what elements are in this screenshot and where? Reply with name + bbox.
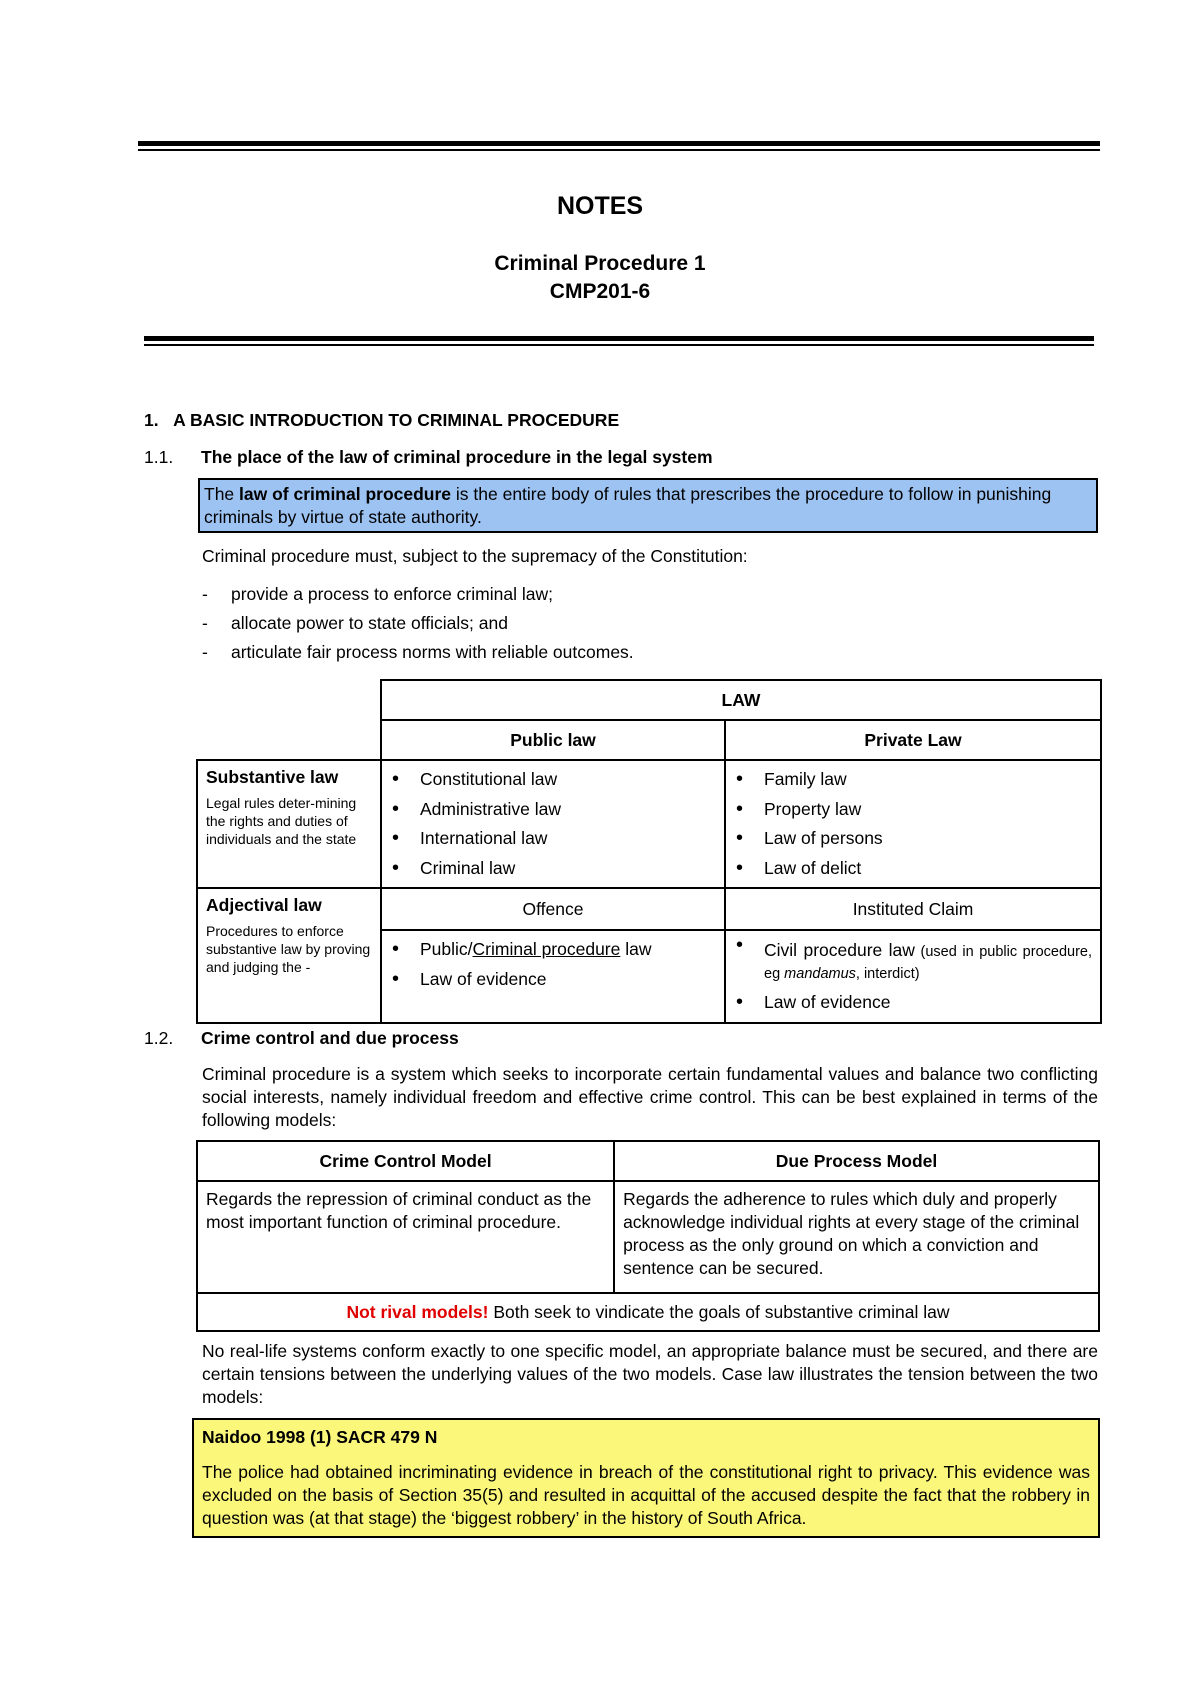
substantive-law-cell bbox=[197, 760, 381, 888]
adjectival-law-desc: Procedures to enforce substantive law by proving and judging the - bbox=[206, 923, 371, 975]
law-header: LAW bbox=[381, 680, 1101, 720]
top-double-rule bbox=[138, 141, 1100, 151]
substantive-law-title: Substantive law bbox=[206, 767, 339, 787]
list-item: • Administrative law bbox=[390, 795, 724, 825]
subsection-heading-1-2 bbox=[144, 1028, 459, 1049]
public-law-header: Public law bbox=[381, 720, 725, 760]
requirements-list bbox=[202, 580, 634, 667]
substantive-public-cell bbox=[381, 760, 725, 888]
list-item: - articulate fair process norms with reliable outcomes. bbox=[202, 642, 634, 662]
subsection-title: Crime control and due process bbox=[201, 1028, 459, 1048]
due-process-desc: Regards the adherence to rules which duly and properly acknowledge individual rights at every stage of the criminal process as the only ground on which a conviction and sentence can be secured. bbox=[614, 1181, 1099, 1293]
definition-box bbox=[198, 478, 1098, 533]
list-item: • Property law bbox=[734, 795, 1100, 825]
course-name: Criminal Procedure 1 bbox=[494, 252, 706, 275]
substantive-private-cell bbox=[725, 760, 1101, 888]
law-classification-table bbox=[196, 679, 1102, 1024]
case-box bbox=[192, 1418, 1100, 1538]
substantive-law-desc: Legal rules deter-mining the rights and duties of individuals and the state bbox=[206, 795, 357, 847]
list-item: • Family law bbox=[734, 765, 1100, 795]
crime-control-desc: Regards the repression of criminal conduct as the most important function of criminal procedure. bbox=[197, 1181, 614, 1293]
private-law-header: Private Law bbox=[725, 720, 1101, 760]
crime-control-header: Crime Control Model bbox=[197, 1141, 614, 1181]
offence-cell: Offence bbox=[381, 888, 725, 930]
page-title: NOTES bbox=[556, 192, 644, 220]
instituted-claim-cell: Instituted Claim bbox=[725, 888, 1101, 930]
list-item: • Law of evidence bbox=[734, 988, 1100, 1018]
section-heading: 1. A BASIC INTRODUCTION TO CRIMINAL PROCEDURE bbox=[144, 410, 620, 430]
list-item: - provide a process to enforce criminal law; bbox=[202, 584, 553, 604]
list-item: • Law of delict bbox=[734, 854, 1100, 884]
list-item: • Civil procedure law (used in public procedure, eg mandamus, interdict) bbox=[734, 935, 1100, 988]
list-item: • Constitutional law bbox=[390, 765, 724, 795]
models-footer: Not rival models! Both seek to vindicate the goals of substantive criminal law bbox=[197, 1293, 1099, 1331]
case-title: Naidoo 1998 (1) SACR 479 N bbox=[202, 1427, 438, 1447]
definition-pre: The bbox=[204, 484, 240, 504]
definition-text: is the entire body of rules that prescribes the procedure to follow in punishing criminals by virtue of state authority. bbox=[204, 484, 1052, 527]
adjectival-law-title: Adjectival law bbox=[206, 895, 322, 915]
adjectival-law-cell bbox=[197, 888, 381, 1023]
definition-term: law of criminal procedure bbox=[239, 484, 452, 504]
list-item: - allocate power to state officials; and bbox=[202, 613, 508, 633]
case-intro-paragraph: No real-life systems conform exactly to one specific model, an appropriate balance must be secured, and there are certain tensions between the underlying values of the two models. Case law illustrates the tension between the two models: bbox=[202, 1341, 1098, 1407]
subsection-number: 1.2. bbox=[144, 1028, 174, 1048]
list-item: • Public/Criminal procedure law bbox=[390, 935, 724, 965]
due-process-header: Due Process Model bbox=[614, 1141, 1099, 1181]
bottom-double-rule bbox=[144, 336, 1094, 346]
models-table bbox=[196, 1140, 1100, 1332]
case-text: The police had obtained incriminating evidence in breach of the constitutional right to privacy. This evidence was excluded on the basis of Section 35(5) and resulted in acquittal of the accused despite the fact that the robbery in question was (at that stage) the ‘biggest robbery’ in the history of South Africa. bbox=[202, 1462, 1090, 1528]
list-item: • International law bbox=[390, 824, 724, 854]
subsection-title: The place of the law of criminal procedure in the legal system bbox=[201, 447, 713, 467]
subsection-heading-1-1 bbox=[144, 447, 713, 468]
not-rival-label: Not rival models! bbox=[346, 1302, 489, 1322]
models-paragraph: Criminal procedure is a system which seeks to incorporate certain fundamental values and balance two conflicting social interests, namely individual freedom and effective crime control. This can be best explained in terms of the following models: bbox=[202, 1064, 1098, 1130]
adjectival-public-cell bbox=[381, 930, 725, 1023]
intro-paragraph: Criminal procedure must, subject to the supremacy of the Constitution: bbox=[202, 546, 748, 566]
list-item: • Criminal law bbox=[390, 854, 724, 884]
adjectival-private-cell bbox=[725, 930, 1101, 1023]
subsection-number: 1.1. bbox=[144, 447, 174, 467]
list-item: • Law of persons bbox=[734, 824, 1100, 854]
list-item: • Law of evidence bbox=[390, 965, 724, 995]
course-code: CMP201-6 bbox=[549, 280, 651, 303]
